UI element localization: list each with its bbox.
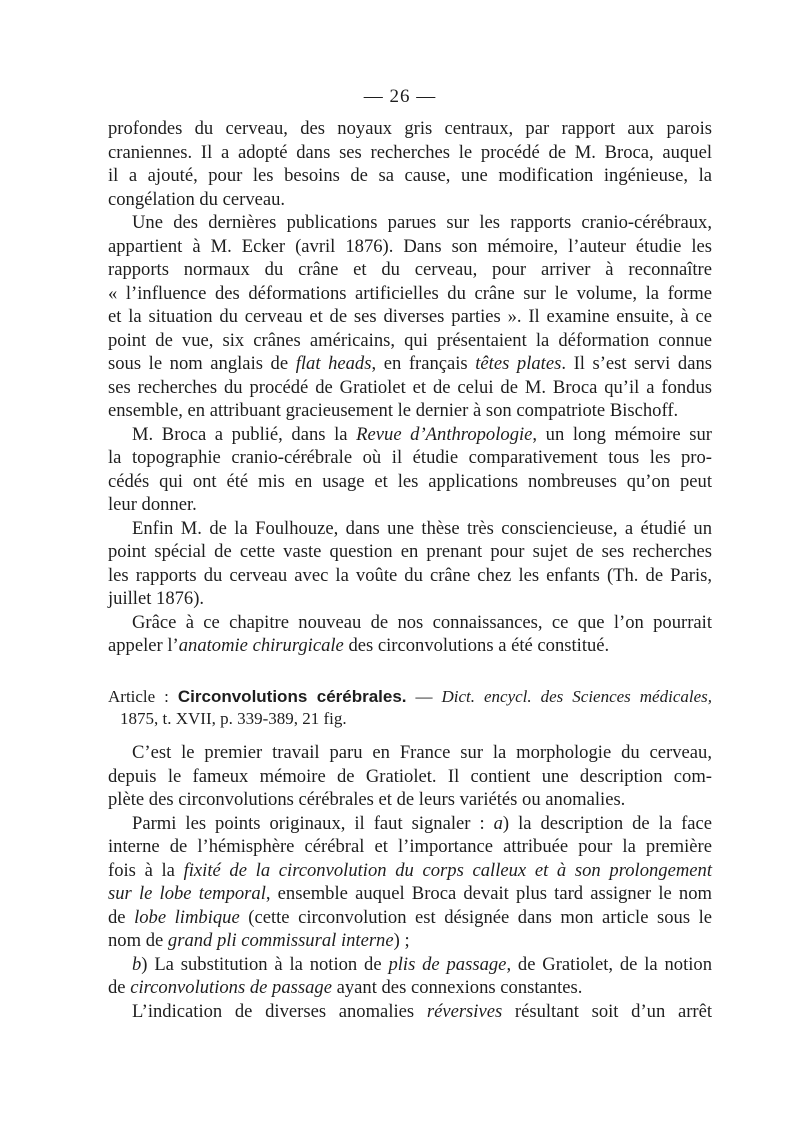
paragraph-start: Une des dernières publications parues sur les rapports cranio-cérébraux, bbox=[132, 212, 712, 233]
emphasis: circonvolutions de passage bbox=[130, 977, 332, 998]
text-line: ses recherches du procédé de Gratiolet et de celui de M. Broca qu’il a fondus bbox=[108, 376, 712, 398]
emphasis: fixité de la circonvolution du corps calleux et à son prolongement bbox=[183, 859, 712, 881]
paragraph-start: M. Broca a publié, dans la Revue d’Anthropologie, un long mémoire sur bbox=[132, 423, 712, 445]
page-number: — 26 — bbox=[363, 86, 437, 107]
article-details: 1875, t. XVII, p. 339-389, 21 fig. bbox=[120, 709, 347, 728]
emphasis: flat heads bbox=[295, 353, 372, 374]
text-line: « l’influence des déformations artificielles du crâne sur le volume, la forme bbox=[108, 282, 712, 304]
emphasis: anatomie chirurgicale bbox=[178, 635, 344, 656]
paragraph-start: Parmi les points originaux, il faut signaler : a) la description de la face bbox=[132, 812, 713, 834]
text-line: appeler l’anatomie chirurgicale des circonvolutions a été constitué. bbox=[108, 635, 610, 656]
emphasis: réversives bbox=[426, 1000, 503, 1022]
text-line: ensemble, en attribuant gracieusement le dernier à son compatriote Bischoff. bbox=[108, 400, 679, 421]
emphasis: a bbox=[493, 812, 503, 834]
body-text-section-1 bbox=[108, 117, 712, 658]
emphasis: b bbox=[132, 953, 142, 975]
text-line: cédés qui ont été mis en usage et les applications nombreuses qu’on peut bbox=[108, 470, 712, 492]
text-line: et la situation du cerveau et de ses diverses parties ». Il examine ensuite, à ce bbox=[108, 306, 712, 327]
text-line: interne de l’hémisphère cérébral et l’importance attribuée pour la première bbox=[108, 836, 712, 857]
text-line: la topographie cranio-cérébrale où il étudie comparativement tous les pro- bbox=[108, 447, 712, 468]
text-line: leur donner. bbox=[108, 494, 197, 515]
emphasis: sur le lobe temporal bbox=[108, 883, 266, 904]
text-line: appartient à M. Ecker (avril 1876). Dans son mémoire, l’auteur étudie les bbox=[108, 235, 712, 257]
text-line: fois à la fixité de la circonvolution du corps calleux et à son prolongement bbox=[108, 859, 712, 881]
text-line: point spécial de cette vaste question en prenant pour sujet de ses recherches bbox=[108, 541, 712, 562]
text-line: depuis le fameux mémoire de Gratiolet. Il contient une description com- bbox=[108, 765, 712, 787]
emphasis: têtes plates bbox=[475, 353, 562, 374]
text-line: sur le lobe temporal, ensemble auquel Broca devait plus tard assigner le nom bbox=[108, 883, 712, 904]
paragraph-start: C’est le premier travail paru en France sur la morphologie du cerveau, bbox=[132, 742, 712, 763]
article-title-line: Article : Circonvolutions cérébrales. — Dict. encycl. des Sciences médicales, bbox=[108, 687, 713, 706]
text-line: de circonvolutions de passage ayant des connexions constantes. bbox=[108, 977, 583, 998]
text-line: rapports normaux du crâne et du cerveau, pour arriver à reconnaître bbox=[108, 259, 712, 280]
text-line: nom de grand pli commissural interne) ; bbox=[108, 930, 410, 951]
article-heading bbox=[108, 686, 712, 730]
paragraph-start: b) La substitution à la notion de plis de passage, de Gratiolet, de la notion bbox=[132, 953, 713, 975]
article-prefix: Article : bbox=[108, 687, 169, 706]
text-line: il a ajouté, pour les besoins de sa cause, une modification ingénieuse, la bbox=[108, 165, 712, 186]
emphasis: lobe limbique bbox=[134, 906, 240, 928]
text-line: les rapports du cerveau avec la voûte du crâne chez les enfants (Th. de Paris, bbox=[108, 564, 712, 586]
body-text-section-2 bbox=[108, 741, 712, 1023]
emphasis: grand pli commissural interne bbox=[167, 930, 394, 951]
text-line: sous le nom anglais de flat heads, en français têtes plates. Il s’est servi dans bbox=[108, 353, 712, 374]
paragraph-start: Grâce à ce chapitre nouveau de nos connaissances, ce que l’on pourrait bbox=[132, 611, 712, 633]
text-line: profondes du cerveau, des noyaux gris centraux, par rapport aux parois bbox=[108, 118, 712, 139]
text-line: craniennes. Il a adopté dans ses recherches le procédé de M. Broca, auquel bbox=[108, 141, 712, 163]
article-source: Dict. encycl. des Sciences médicales, bbox=[441, 687, 713, 706]
text-line: juillet 1876). bbox=[108, 588, 205, 609]
text-line: de lobe limbique (cette circonvolution est désignée dans mon article sous le bbox=[108, 906, 713, 928]
emphasis: Revue d’Anthropologie bbox=[356, 423, 533, 445]
article-title: Circonvolutions cérébrales. bbox=[177, 687, 407, 706]
text-line: plète des circonvolutions cérébrales et de leurs variétés ou anomalies. bbox=[108, 789, 626, 810]
emphasis: plis de passage bbox=[388, 953, 507, 975]
paragraph-start: Enfin M. de la Foulhouze, dans une thèse très consciencieuse, a étudié un bbox=[132, 517, 712, 539]
paragraph-start: L’indication de diverses anomalies réversives résultant soit d’un arrêt bbox=[132, 1000, 712, 1022]
text-line: congélation du cerveau. bbox=[108, 188, 286, 210]
text-line: point de vue, six crânes américains, qui présentaient la déformation connue bbox=[108, 329, 712, 351]
